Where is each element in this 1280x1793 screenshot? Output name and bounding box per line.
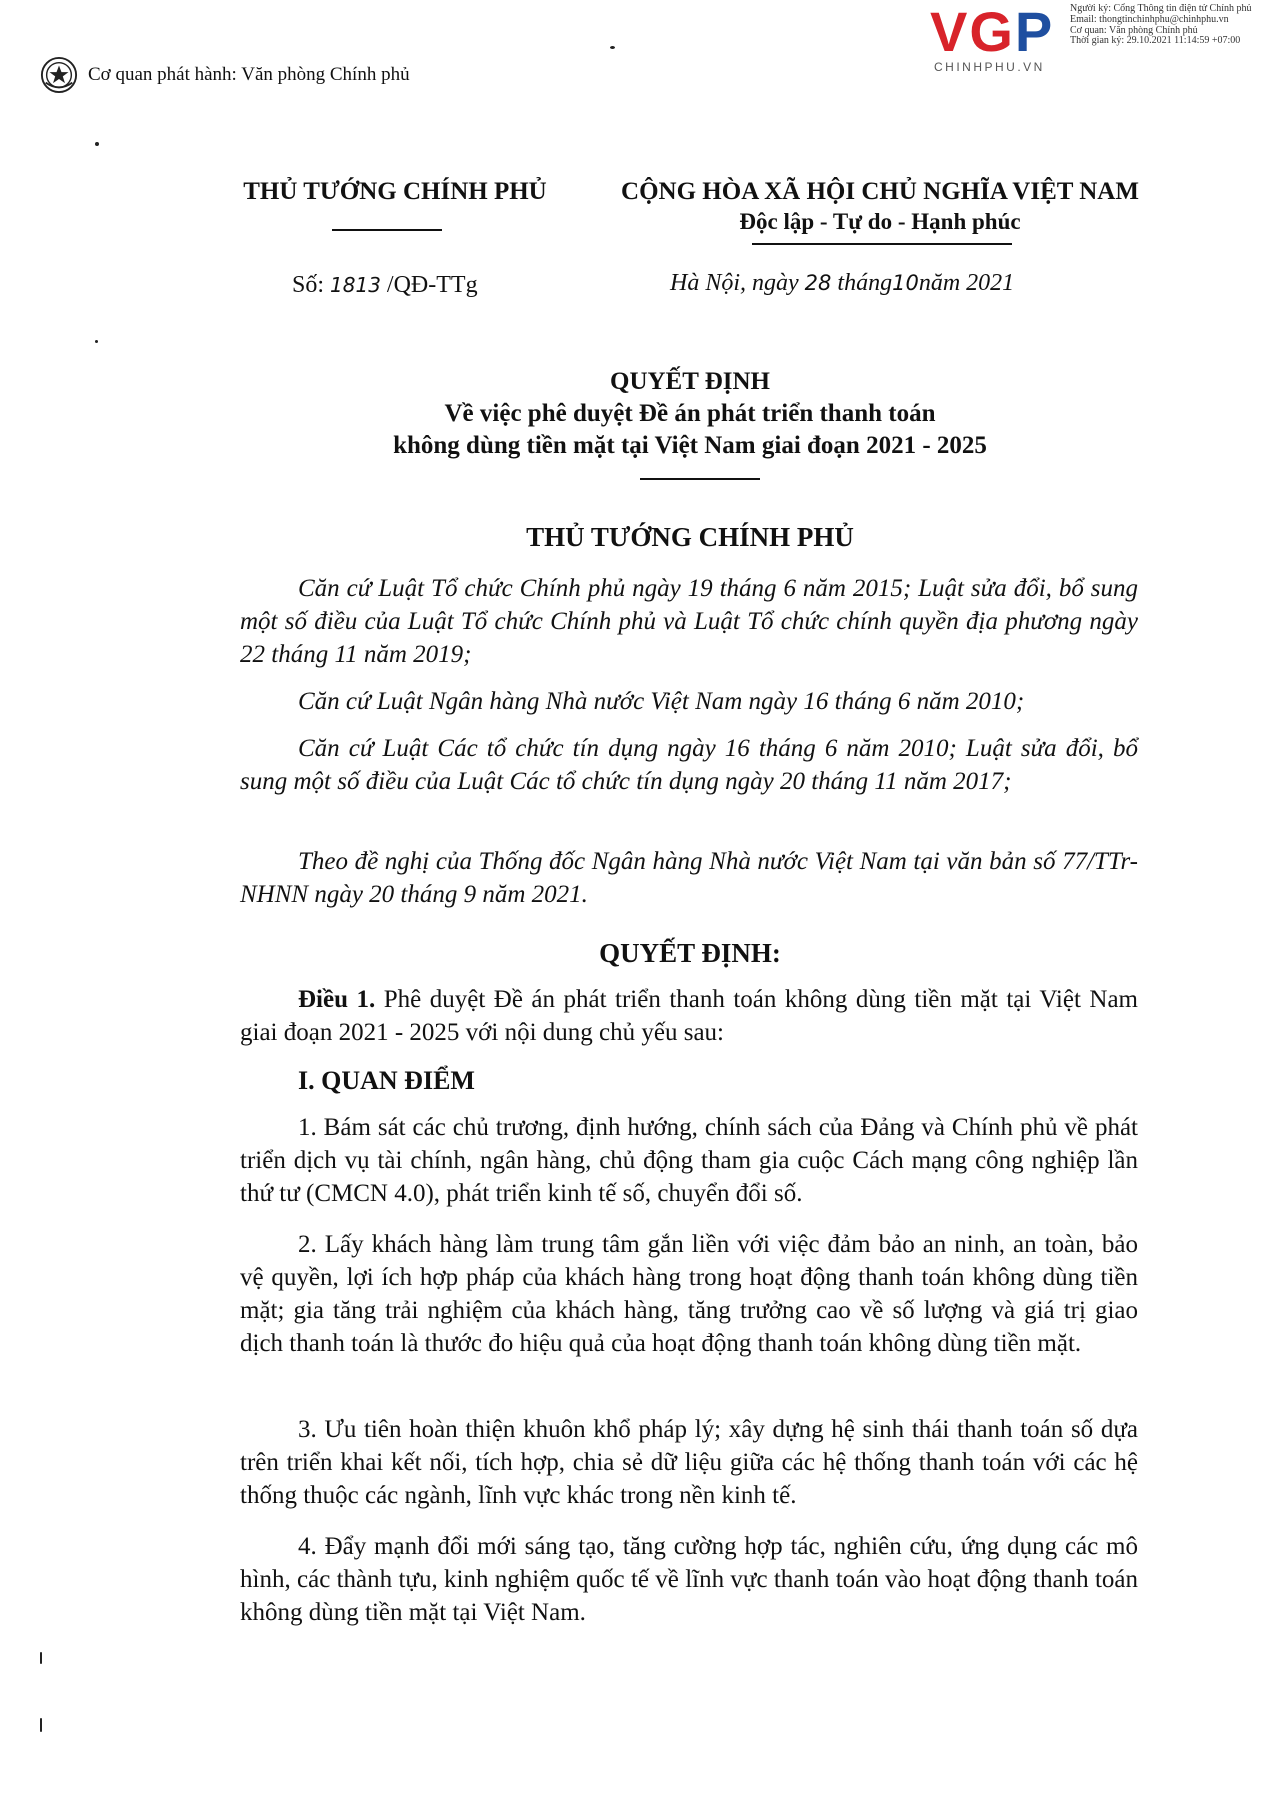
decision-subject-line-1: Về việc phê duyệt Đề án phát triển thanh toán bbox=[444, 400, 936, 427]
vgp-logo-letter: G bbox=[969, 0, 1015, 63]
scan-speck bbox=[95, 340, 98, 343]
viewpoint-4 bbox=[240, 1530, 1138, 1629]
decision-subject-line-2: không dùng tiền mặt tại Việt Nam giai đoạn 2021 - 2025 bbox=[393, 432, 987, 459]
document-number-prefix: Số: bbox=[292, 272, 331, 298]
issuing-authority: THỦ TƯỚNG CHÍNH PHỦ bbox=[243, 178, 547, 205]
article-1-text: Phê duyệt Đề án phát triển thanh toán không dùng tiền mặt tại Việt Nam giai đoạn 2021 - 2025 với nội dung chủ yếu sau: bbox=[240, 986, 1138, 1046]
left-divider bbox=[332, 229, 442, 231]
viewpoint-2 bbox=[240, 1228, 1138, 1360]
article-1-label: Điều 1. bbox=[298, 986, 376, 1013]
issuer-label: Cơ quan phát hành: Văn phòng Chính phủ bbox=[88, 64, 410, 85]
legal-basis-2-text: Căn cứ Luật Ngân hàng Nhà nước Việt Nam ngày 16 tháng 6 năm 2010; bbox=[298, 688, 1025, 715]
decision-heading: QUYẾT ĐỊNH: bbox=[599, 938, 781, 968]
title-divider bbox=[640, 478, 760, 480]
vgp-logo bbox=[930, 0, 1070, 74]
article-1 bbox=[240, 983, 1138, 1049]
vgp-logo-letter: V bbox=[930, 0, 970, 63]
digital-signature-info bbox=[1070, 4, 1278, 47]
legal-basis-3 bbox=[240, 732, 1138, 798]
legal-basis-3-text: Căn cứ Luật Các tổ chức tín dụng ngày 16 tháng 6 năm 2010; Luật sửa đổi, bổ sung một số điều của Luật Các tổ chức tín dụng ngày 20 tháng 11 năm 2017; bbox=[240, 735, 1138, 795]
document-number-handwritten: 1813 bbox=[330, 273, 381, 297]
date-day-handwritten: 28 bbox=[804, 271, 832, 295]
right-divider bbox=[752, 243, 1012, 245]
viewpoint-1 bbox=[240, 1111, 1138, 1210]
viewpoint-2-text: 2. Lấy khách hàng làm trung tâm gắn liền với việc đảm bảo an ninh, an toàn, bảo vệ quyền, lợi ích hợp pháp của khách hàng trong hoạt động thanh toán không dùng tiền mặt; gia tăng trải nghiệm của khách hàng, tăng trưởng cao về số lượng và giá trị giao dịch thanh toán là thước đo hiệu quả của hoạt động thanh toán không dùng tiền mặt. bbox=[240, 1231, 1138, 1357]
vgp-logo-letter: P bbox=[1014, 0, 1055, 63]
legal-basis-4 bbox=[240, 845, 1138, 911]
signature-time: Thời gian ký: 29.10.2021 11:14:59 +07:00 bbox=[1070, 35, 1241, 47]
viewpoint-3 bbox=[240, 1413, 1138, 1512]
legal-basis-1-text: Căn cứ Luật Tổ chức Chính phủ ngày 19 tháng 6 năm 2015; Luật sửa đổi, bổ sung một số điều của Luật Tổ chức Chính phủ và Luật Tổ chức chính quyền địa phương ngày 22 tháng 11 năm 2019; bbox=[240, 575, 1138, 668]
prime-minister-heading: THỦ TƯỚNG CHÍNH PHỦ bbox=[526, 522, 854, 552]
date-month-handwritten: 10 bbox=[892, 271, 919, 295]
document-number-suffix: /QĐ-TTg bbox=[380, 272, 478, 298]
signature-email: Email: thongtinchinhphu@chinhphu.vn bbox=[1070, 13, 1229, 25]
legal-basis-4-text: Theo đề nghị của Thống đốc Ngân hàng Nhà nước Việt Nam tại văn bản số 77/TTr-NHNN ngày 20 tháng 9 năm 2021. bbox=[240, 848, 1138, 908]
vgp-logo-letters bbox=[930, 0, 1055, 63]
scan-speck bbox=[610, 46, 615, 49]
vgp-logo-site: CHINHPHU.VN bbox=[934, 60, 1045, 74]
scan-speck bbox=[40, 1652, 42, 1664]
legal-basis-2 bbox=[240, 685, 1138, 718]
signature-agency: Cơ quan: Văn phòng Chính phủ bbox=[1070, 24, 1198, 36]
viewpoint-1-text: 1. Bám sát các chủ trương, định hướng, chính sách của Đảng và Chính phủ về phát triển dịch vụ tài chính, ngân hàng, chủ động tham gia cuộc Cách mạng công nghiệp lần thứ tư (CMCN 4.0), phát triển kinh tế số, chuyển đổi số. bbox=[240, 1114, 1138, 1207]
scan-speck bbox=[40, 1718, 42, 1732]
country-name: CỘNG HÒA XÃ HỘI CHỦ NGHĨA VIỆT NAM bbox=[621, 178, 1139, 205]
signature-signer: Người ký: Cổng Thông tin điện tử Chính phủ bbox=[1070, 3, 1252, 14]
date-prefix: Hà Nội, ngày bbox=[670, 270, 805, 296]
place-and-date bbox=[670, 270, 1014, 297]
decision-title: QUYẾT ĐỊNH bbox=[610, 368, 770, 395]
viewpoint-4-text: 4. Đẩy mạnh đổi mới sáng tạo, tăng cường hợp tác, nghiên cứu, ứng dụng các mô hình, các thành tựu, kinh nghiệm quốc tế về lĩnh vực thanh toán vào hoạt động thanh toán không dùng tiền mặt tại Việt Nam. bbox=[240, 1533, 1138, 1626]
national-motto: Độc lập - Tự do - Hạnh phúc bbox=[739, 209, 1021, 234]
section-heading: I. QUAN ĐIỂM bbox=[298, 1066, 475, 1095]
scan-speck bbox=[95, 142, 99, 146]
date-month-label: tháng bbox=[831, 270, 893, 296]
legal-basis-1 bbox=[240, 572, 1138, 671]
viewpoint-3-text: 3. Ưu tiên hoàn thiện khuôn khổ pháp lý; xây dựng hệ sinh thái thanh toán số dựa trên triển khai kết nối, tích hợp, chia sẻ dữ liệu giữa các hệ thống thanh toán với các hệ thống thuộc các ngành, lĩnh vực khác trong nền kinh tế. bbox=[240, 1416, 1138, 1509]
document-number bbox=[292, 272, 478, 299]
national-emblem-icon bbox=[40, 56, 78, 94]
date-year: năm 2021 bbox=[918, 270, 1015, 296]
